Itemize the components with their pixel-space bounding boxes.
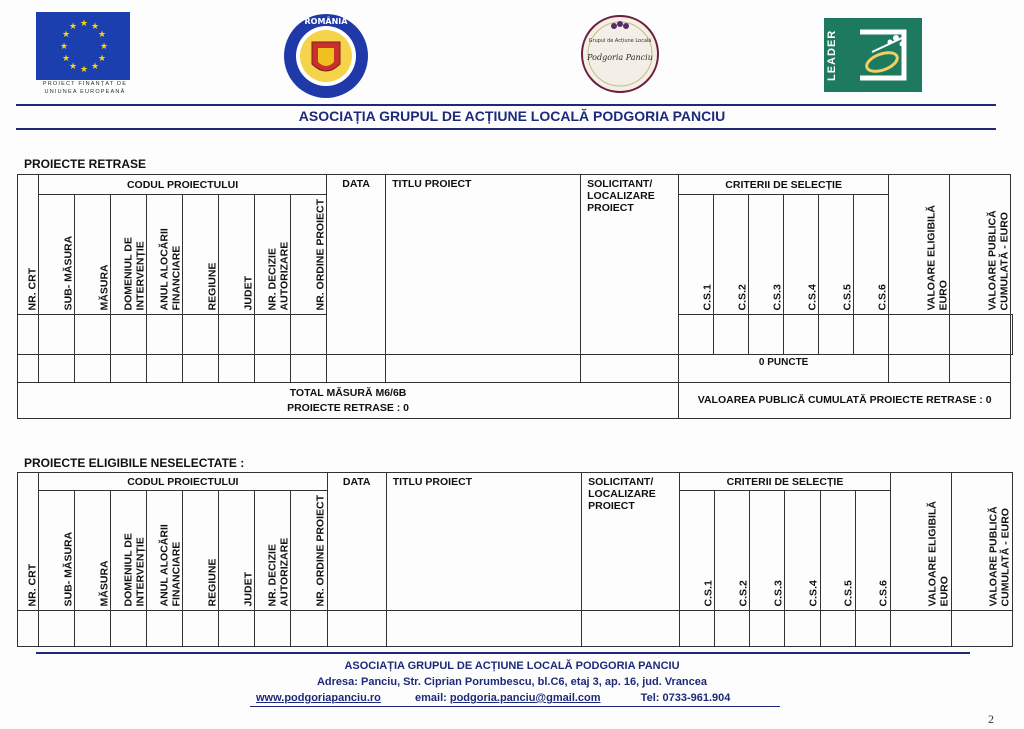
hdr-nr-decizie-line2: AUTORIZARE	[278, 537, 291, 607]
hdr-valoare-publica	[950, 175, 1011, 315]
hdr-codul-proiectului: CODUL PROIECTULUI	[39, 473, 328, 491]
hdr-cs6: C.S.6	[855, 491, 890, 611]
hdr-cs5: C.S.5	[820, 491, 855, 611]
svg-text:★: ★	[91, 62, 100, 72]
svg-text:★: ★	[80, 19, 89, 29]
svg-text:★: ★	[80, 65, 89, 75]
hdr-cs6: C.S.6	[854, 195, 889, 315]
table-proiecte-retrase	[17, 174, 1013, 419]
hdr-solicitant-line1: SOLICITANT/	[587, 178, 653, 190]
hdr-valoare-publica-line1: VALOARE PUBLICĂ	[986, 210, 999, 311]
total-masura	[18, 383, 679, 419]
totals-row	[18, 383, 1013, 419]
svg-text:★: ★	[69, 62, 78, 72]
svg-text:★: ★	[100, 42, 109, 52]
svg-text:★: ★	[62, 30, 71, 40]
hdr-masura: MĂSURA	[75, 195, 111, 315]
total-masura-line2: PROIECTE RETRASE : 0	[287, 401, 410, 414]
footer-org: ASOCIAȚIA GRUPUL DE ACȚIUNE LOCALĂ PODGORIA PANCIU	[344, 660, 680, 672]
section-title-eligibile: PROIECTE ELIGIBILE NESELECTATE :	[24, 456, 245, 470]
hdr-nr-decizie-line1: NR. DECIZIE	[266, 544, 279, 607]
hdr-judet: JUDET	[219, 491, 255, 611]
hdr-valoare-publica	[951, 473, 1012, 611]
hdr-sub-masura: SUB- MĂSURA	[39, 195, 75, 315]
valoarea-publica-retrase: VALOAREA PUBLICĂ CUMULATĂ PROIECTE RETRASE : 0	[679, 383, 1011, 419]
hdr-domeniul	[111, 491, 147, 611]
hdr-solicitant-line1: SOLICITANT/	[588, 476, 654, 488]
hdr-valoare-eligibila	[890, 473, 951, 611]
hdr-nr-decizie	[255, 491, 291, 611]
hdr-anul-line1: ANUL ALOCĂRII	[158, 524, 171, 607]
podgoria-name-text: Podgoria Panciu	[587, 53, 653, 62]
footer-rule	[36, 652, 970, 654]
eu-flag-logo	[36, 12, 130, 80]
svg-text:★: ★	[91, 22, 100, 32]
org-title: ASOCIAȚIA GRUPUL DE ACȚIUNE LOCALĂ PODGORIA PANCIU	[298, 108, 726, 124]
hdr-domeniul-line1: DOMENIUL DE	[122, 237, 134, 311]
hdr-anul-line2: FINANCIARE	[170, 245, 182, 311]
svg-text:★: ★	[62, 54, 71, 64]
hdr-anul	[147, 195, 183, 315]
footer-website-link[interactable]: www.podgoriapanciu.ro	[256, 692, 381, 704]
footer-tel: Tel: 0733-961.904	[640, 692, 731, 704]
hdr-data: DATA	[327, 473, 386, 611]
hdr-solicitant-line3: PROIECT	[587, 202, 634, 214]
hdr-cs3: C.S.3	[750, 491, 785, 611]
hdr-solicitant-line2: LOCALIZARE	[588, 488, 656, 500]
footer-email-label: email:	[415, 692, 447, 704]
hdr-nr-ordine: NR. ORDINE PROIECT	[291, 195, 327, 315]
table-row	[18, 611, 1013, 647]
hdr-domeniul-line1: DOMENIUL DE	[122, 533, 135, 607]
table-proiecte-eligibile	[17, 472, 1013, 647]
header-rule-bottom	[16, 128, 996, 130]
hdr-nr-crt: NR. CRT	[18, 473, 39, 611]
table-row-puncte	[18, 355, 1013, 383]
footer-rule-bottom	[250, 706, 780, 707]
hdr-domeniul	[111, 195, 147, 315]
header-rule	[16, 104, 996, 106]
hdr-cs5: C.S.5	[819, 195, 854, 315]
footer-contacts	[256, 692, 730, 704]
eu-caption: PROIECT FINANȚAT DE UNIUNEA EUROPEANĂ	[42, 81, 128, 95]
hdr-codul-proiectului: CODUL PROIECTULUI	[39, 175, 327, 195]
hdr-solicitant	[581, 175, 679, 355]
footer-email-link[interactable]: podgoria.panciu@gmail.com	[449, 692, 601, 704]
svg-text:★: ★	[98, 54, 107, 64]
hdr-valoare-publica-line2: CUMULATĂ - EURO	[998, 212, 1011, 311]
total-masura-line1: TOTAL MĂSURĂ M6/6B	[289, 386, 407, 399]
hdr-cs4: C.S.4	[785, 491, 820, 611]
hdr-valoare-eligibila-line2: EURO	[937, 280, 950, 311]
hdr-cs4: C.S.4	[784, 195, 819, 315]
leader-logo	[824, 18, 922, 92]
hdr-criterii-selectie: CRITERII DE SELECȚIE	[679, 175, 889, 195]
svg-text:★: ★	[69, 22, 78, 32]
hdr-cs3: C.S.3	[749, 195, 784, 315]
section-title-retrase: PROIECTE RETRASE	[24, 157, 147, 171]
page-number: 2	[988, 712, 994, 726]
hdr-domeniul-line2: INTERVENȚIE	[134, 537, 147, 607]
hdr-cs2: C.S.2	[715, 491, 750, 611]
hdr-titlu-proiect: TITLU PROIECT	[386, 175, 581, 355]
hdr-cs1: C.S.1	[679, 195, 714, 315]
hdr-solicitant-line2: LOCALIZARE	[587, 190, 655, 202]
ministry-seal-logo	[282, 12, 370, 100]
hdr-regiune: REGIUNE	[183, 491, 219, 611]
hdr-criterii-selectie: CRITERII DE SELECȚIE	[680, 473, 890, 491]
hdr-valoare-publica-line1: VALOARE PUBLICĂ	[988, 506, 1000, 607]
hdr-nr-ordine: NR. ORDINE PROIECT	[291, 491, 327, 611]
puncte-value: 0 PUNCTE	[679, 355, 889, 383]
podgoria-small-text: Grupul de Acțiune Locală	[588, 38, 652, 44]
hdr-nr-crt: NR. CRT	[18, 175, 39, 315]
hdr-cs1: C.S.1	[680, 491, 715, 611]
footer-address: Adresa: Panciu, Str. Ciprian Porumbescu, bl.C6, etaj 3, ap. 16, jud. Vrancea	[316, 676, 708, 688]
hdr-valoare-eligibila-line2: EURO	[938, 576, 951, 607]
hdr-anul-line2: FINANCIARE	[170, 541, 183, 607]
hdr-anul-line1: ANUL ALOCĂRII	[158, 228, 170, 311]
leader-label: LEADER	[826, 29, 838, 81]
hdr-data: DATA	[327, 175, 386, 355]
hdr-anul	[147, 491, 183, 611]
hdr-masura: MĂSURA	[75, 491, 111, 611]
podgoria-panciu-logo	[580, 14, 660, 94]
hdr-judet: JUDET	[219, 195, 255, 315]
hdr-titlu-proiect: TITLU PROIECT	[386, 473, 581, 611]
hdr-domeniul-line2: INTERVENȚIE	[134, 241, 146, 311]
svg-text:★: ★	[60, 42, 69, 52]
hdr-valoare-eligibila-line1: VALOARE ELIGIBILĂ	[925, 205, 938, 311]
hdr-solicitant	[582, 473, 680, 611]
hdr-nr-decizie	[255, 195, 291, 315]
hdr-regiune: REGIUNE	[183, 195, 219, 315]
hdr-solicitant-line3: PROIECT	[588, 500, 635, 512]
hdr-valoare-eligibila-line1: VALOARE ELIGIBILĂ	[926, 501, 939, 607]
seal-top-text: ROMÂNIA	[304, 17, 348, 26]
hdr-valoare-publica-line2: CUMULATĂ - EURO	[1000, 508, 1012, 607]
hdr-nr-decizie-line1: NR. DECIZIE	[266, 248, 278, 311]
hdr-valoare-eligibila	[889, 175, 950, 315]
hdr-nr-decizie-line2: AUTORIZARE	[278, 241, 290, 311]
svg-text:★: ★	[98, 30, 107, 40]
hdr-sub-masura: SUB- MĂSURA	[39, 491, 75, 611]
hdr-cs2: C.S.2	[714, 195, 749, 315]
